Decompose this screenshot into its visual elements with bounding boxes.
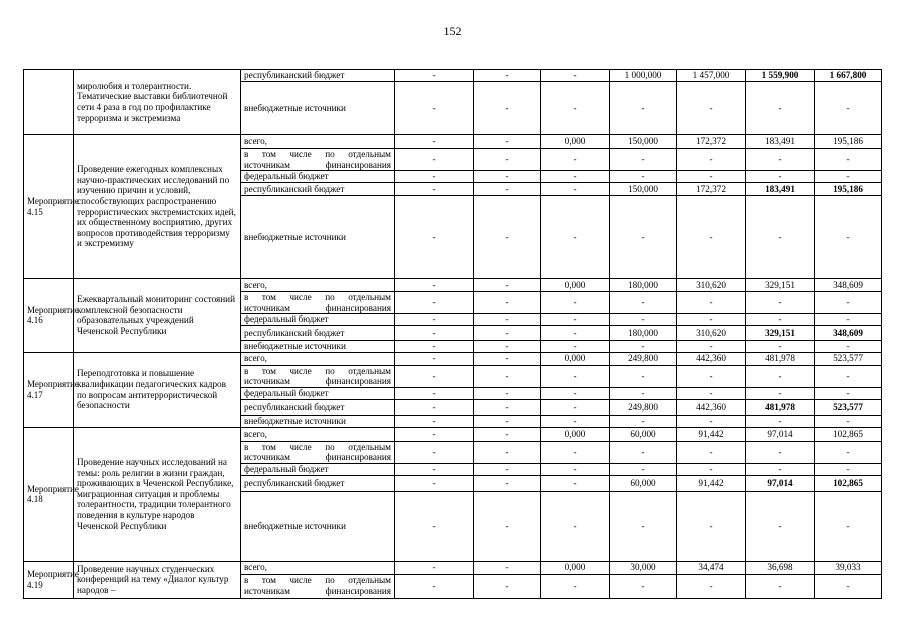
amount-cell: - [395,441,474,463]
amount-cell: - [474,441,541,463]
amount-cell: 91,442 [677,475,746,491]
amount-cell: 523,577 [815,352,882,365]
amount-cell: - [746,314,815,326]
amount-cell: - [610,292,677,314]
funding-source: внебюджетные источники [241,82,395,135]
amount-cell: - [474,82,541,135]
amount-cell: - [395,70,474,82]
amount-cell: - [815,196,882,279]
activity-code [24,70,74,135]
amount-cell: - [541,365,610,387]
amount-cell: - [541,475,610,491]
amount-cell: - [395,196,474,279]
amount-cell: - [541,399,610,415]
amount-cell: 0,000 [541,135,610,149]
amount-cell: - [474,365,541,387]
amount-cell: - [395,82,474,135]
amount-cell: - [395,314,474,326]
activity-code: Мероприятие 4.16 [24,279,74,352]
amount-cell: - [815,292,882,314]
amount-cell: 523,577 [815,399,882,415]
amount-cell: - [474,325,541,340]
amount-cell: 481,978 [746,399,815,415]
amount-cell: 348,609 [815,325,882,340]
funding-source: в том числе по отдельным источникам финансирования [241,292,395,314]
amount-cell: - [746,171,815,183]
amount-cell: - [610,415,677,427]
amount-cell: - [677,196,746,279]
amount-cell: - [610,387,677,399]
amount-cell: - [610,196,677,279]
activity-name: Проведение научных студенческих конференций на тему «Диалог культур народов – [74,561,241,598]
amount-cell: - [746,340,815,352]
activity-code: Мероприятие 4.19 [24,561,74,598]
amount-cell: 1 457,000 [677,70,746,82]
amount-cell: 183,491 [746,135,815,149]
table-row [24,561,882,574]
funding-source: внебюджетные источники [241,196,395,279]
funding-source: внебюджетные источники [241,491,395,561]
amount-cell: - [395,279,474,292]
amount-cell: - [610,340,677,352]
amount-cell: - [395,325,474,340]
amount-cell: - [474,314,541,326]
amount-cell: - [395,574,474,598]
activity-name: Проведение научных исследований на темы: роль религии в жизни граждан, проживающих в Чеченской Республике, миграционная ситуация и проблемы толерантности, традиции толерантного поведения в культуре народов Чеченской Республики [74,427,241,561]
amount-cell: - [610,82,677,135]
amount-cell: 97,014 [746,427,815,441]
amount-cell: - [395,415,474,427]
funding-source: всего, [241,561,395,574]
amount-cell: 172,372 [677,183,746,196]
amount-cell: 481,978 [746,352,815,365]
amount-cell: 195,186 [815,135,882,149]
amount-cell: - [541,196,610,279]
amount-cell: - [395,149,474,171]
amount-cell: - [815,171,882,183]
amount-cell: 442,360 [677,352,746,365]
amount-cell: 102,865 [815,475,882,491]
amount-cell: - [815,149,882,171]
amount-cell: - [610,463,677,475]
funding-source: федеральный бюджет [241,387,395,399]
amount-cell: - [395,399,474,415]
amount-cell: - [474,149,541,171]
amount-cell: 150,000 [610,183,677,196]
amount-cell: - [815,463,882,475]
amount-cell: - [395,135,474,149]
activity-name: Проведение ежегодных комплексных научно-практических исследований по изучению причин и условий, способствующих распространению террористических экстремистских идей, их общественному восприятию, других вопросов противодействия терроризму и экстремизму [74,135,241,279]
amount-cell: - [541,463,610,475]
amount-cell: - [815,314,882,326]
amount-cell: 329,151 [746,279,815,292]
funding-source: всего, [241,352,395,365]
amount-cell: - [541,340,610,352]
amount-cell: - [474,183,541,196]
amount-cell: 329,151 [746,325,815,340]
amount-cell: - [815,574,882,598]
amount-cell: - [815,441,882,463]
amount-cell: 102,865 [815,427,882,441]
budget-table [23,69,882,599]
amount-cell: - [746,365,815,387]
funding-source: федеральный бюджет [241,314,395,326]
table-row [24,70,882,82]
amount-cell: 1 000,000 [610,70,677,82]
amount-cell: - [474,352,541,365]
activity-name: Ежеквартальный мониторинг состояний комплексной безопасности образовательных учреждений Чеченской Республики [74,279,241,352]
amount-cell: - [474,399,541,415]
amount-cell: - [395,340,474,352]
amount-cell: - [541,314,610,326]
amount-cell: 310,620 [677,325,746,340]
activity-code: Мероприятие 4.17 [24,352,74,427]
amount-cell: - [474,279,541,292]
amount-cell: - [677,292,746,314]
funding-source: федеральный бюджет [241,463,395,475]
amount-cell: - [746,463,815,475]
funding-source: всего, [241,279,395,292]
amount-cell: - [746,196,815,279]
amount-cell: 183,491 [746,183,815,196]
page-number: 152 [443,24,462,38]
amount-cell: 30,000 [610,561,677,574]
funding-source: всего, [241,427,395,441]
amount-cell: - [541,82,610,135]
amount-cell: - [541,70,610,82]
amount-cell: 0,000 [541,279,610,292]
amount-cell: - [677,149,746,171]
amount-cell: - [610,149,677,171]
funding-source: в том числе по отдельным источникам финансирования [241,149,395,171]
amount-cell: - [746,574,815,598]
table-row [24,135,882,149]
amount-cell: 0,000 [541,427,610,441]
amount-cell: - [610,314,677,326]
amount-cell: - [815,340,882,352]
amount-cell: - [541,183,610,196]
funding-source: внебюджетные источники [241,415,395,427]
amount-cell: - [474,427,541,441]
amount-cell: - [541,441,610,463]
amount-cell: - [395,352,474,365]
amount-cell: - [395,292,474,314]
amount-cell: 60,000 [610,427,677,441]
amount-cell: - [815,415,882,427]
amount-cell: - [677,365,746,387]
amount-cell: - [474,135,541,149]
funding-source: в том числе по отдельным источникам финансирования [241,365,395,387]
amount-cell: - [610,441,677,463]
amount-cell: 1 559,900 [746,70,815,82]
amount-cell: - [474,463,541,475]
amount-cell: - [474,387,541,399]
amount-cell: - [677,387,746,399]
funding-source: республиканский бюджет [241,70,395,82]
amount-cell: - [746,387,815,399]
amount-cell: 0,000 [541,561,610,574]
amount-cell: 0,000 [541,352,610,365]
amount-cell: - [474,196,541,279]
amount-cell: 442,360 [677,399,746,415]
amount-cell: - [815,82,882,135]
amount-cell: - [474,415,541,427]
amount-cell: - [541,387,610,399]
activity-name: Переподготовка и повышение квалификации педагогических кадров по вопросам антитеррористической безопасности [74,352,241,427]
amount-cell: - [541,491,610,561]
amount-cell: - [677,171,746,183]
amount-cell: - [541,292,610,314]
amount-cell: - [474,561,541,574]
funding-source: в том числе по отдельным источникам финансирования [241,441,395,463]
amount-cell: - [746,441,815,463]
amount-cell: 39,033 [815,561,882,574]
amount-cell: - [746,415,815,427]
funding-source: республиканский бюджет [241,183,395,196]
amount-cell: - [395,463,474,475]
amount-cell: - [815,387,882,399]
amount-cell: - [395,427,474,441]
funding-source: республиканский бюджет [241,399,395,415]
amount-cell: 172,372 [677,135,746,149]
amount-cell: 97,014 [746,475,815,491]
funding-source: республиканский бюджет [241,475,395,491]
amount-cell: - [474,574,541,598]
amount-cell: - [677,463,746,475]
amount-cell: - [395,475,474,491]
amount-cell: - [474,171,541,183]
amount-cell: 91,442 [677,427,746,441]
activity-code: Мероприятие 4.15 [24,135,74,279]
amount-cell: 249,800 [610,399,677,415]
amount-cell: - [541,415,610,427]
amount-cell: - [541,325,610,340]
table-row [24,352,882,365]
amount-cell: - [474,475,541,491]
amount-cell: - [610,365,677,387]
amount-cell: 180,000 [610,279,677,292]
amount-cell: - [746,82,815,135]
amount-cell: - [677,82,746,135]
amount-cell: 180,000 [610,325,677,340]
amount-cell: - [815,491,882,561]
amount-cell: - [610,574,677,598]
amount-cell: - [541,574,610,598]
funding-source: в том числе по отдельным источникам финансирования [241,574,395,598]
amount-cell: 36,698 [746,561,815,574]
amount-cell: - [677,415,746,427]
amount-cell: 60,000 [610,475,677,491]
funding-source: всего, [241,135,395,149]
amount-cell: - [677,574,746,598]
amount-cell: - [395,171,474,183]
amount-cell: - [746,149,815,171]
amount-cell: - [474,491,541,561]
amount-cell: - [746,491,815,561]
amount-cell: - [395,561,474,574]
amount-cell: - [677,491,746,561]
amount-cell: - [395,183,474,196]
amount-cell: 249,800 [610,352,677,365]
amount-cell: - [815,365,882,387]
amount-cell: - [677,441,746,463]
activity-name: миролюбия и толерантности. Тематические выставки библиотечной сети 4 раза в год по профилактике терроризма и экстремизма [74,70,241,135]
table-row [24,427,882,441]
amount-cell: - [677,340,746,352]
amount-cell: - [746,292,815,314]
amount-cell: 348,609 [815,279,882,292]
amount-cell: - [395,365,474,387]
amount-cell: 34,474 [677,561,746,574]
amount-cell: - [677,314,746,326]
amount-cell: - [610,171,677,183]
amount-cell: - [474,340,541,352]
funding-source: федеральный бюджет [241,171,395,183]
amount-cell: - [395,491,474,561]
amount-cell: - [474,292,541,314]
amount-cell: - [474,70,541,82]
amount-cell: - [395,387,474,399]
activity-code: Мероприятие 4.18 [24,427,74,561]
amount-cell: 195,186 [815,183,882,196]
amount-cell: 150,000 [610,135,677,149]
amount-cell: - [610,491,677,561]
amount-cell: - [541,149,610,171]
amount-cell: 310,620 [677,279,746,292]
table-row [24,279,882,292]
funding-source: республиканский бюджет [241,325,395,340]
amount-cell: - [541,171,610,183]
amount-cell: 1 667,800 [815,70,882,82]
funding-source: внебюджетные источники [241,340,395,352]
